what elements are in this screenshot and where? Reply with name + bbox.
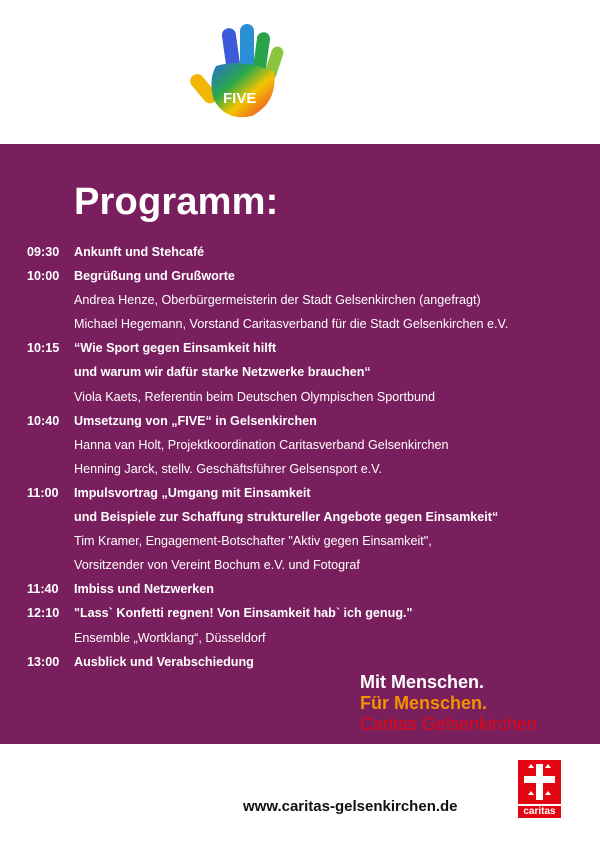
program-row [0,577,600,601]
program-row [0,481,600,505]
program-text: “Wie Sport gegen Einsamkeit hilft [74,341,277,356]
program-text: Imbiss und Netzwerken [74,582,214,597]
logo-text: FIVE [223,90,257,107]
program-text: Viola Kaets, Referentin beim Deutschen Olympischen Sportbund [74,389,435,404]
caritas-brand-text: caritas [523,806,556,817]
program-row [0,553,600,577]
program-text: "Lass` Konfetti regnen! Von Einsamkeit hab` ich genug." [74,606,413,621]
program-text: Tim Kramer, Engagement-Botschafter "Aktiv gegen Einsamkeit", [74,534,432,549]
program-text: Andrea Henze, Oberbürgermeisterin der Stadt Gelsenkirchen (angefragt) [74,293,481,308]
program-time: 13:00 [27,654,60,669]
program-row [0,264,600,288]
program-text: Henning Jarck, stellv. Geschäftsführer Gelsensport e.V. [74,461,382,476]
program-time: 09:30 [27,245,60,259]
slogan-line-3: Caritas Gelsenkirchen [360,714,538,734]
rainbow-hand-icon [186,18,298,130]
program-time: 11:00 [27,485,59,500]
program-time: 11:40 [27,582,59,597]
program-row [0,336,600,360]
caritas-logo [516,758,563,820]
program-row [0,385,600,409]
program-text: Umsetzung von „FIVE“ in Gelsenkirchen [74,413,317,428]
program-row [0,409,600,433]
program-row [0,240,600,264]
program-time: 12:10 [27,606,60,621]
program-row [0,626,600,650]
program-row [0,433,600,457]
program-row [0,505,600,529]
program-text: Impulsvortrag „Umgang mit Einsamkeit [74,485,311,500]
program-panel [0,144,600,744]
program-row [0,288,600,312]
slogan-line-2: Für Menschen. [360,693,488,713]
header [0,0,600,144]
program-text: und Beispiele zur Schaffung struktureller Angebote gegen Einsamkeit“ [74,510,499,525]
program-row [0,457,600,481]
program-row [0,360,600,384]
program-text: Ensemble „Wortklang“, Düsseldorf [74,630,266,645]
program-time: 10:00 [27,269,60,284]
page-title: Programm: [74,181,279,223]
program-text: Ausblick und Verabschiedung [74,654,254,669]
program-list [0,240,600,674]
website-link[interactable]: www.caritas-gelsenkirchen.de [243,798,458,815]
slogan-line-1: Mit Menschen. [360,672,485,692]
program-text: Ankunft und Stehcafé [74,245,205,259]
program-time: 10:40 [27,413,60,428]
program-text: Michael Hegemann, Vorstand Caritasverband für die Stadt Gelsenkirchen e.V. [74,317,509,332]
program-time: 10:15 [27,341,60,356]
program-row [0,312,600,336]
program-text: und warum wir dafür starke Netzwerke brauchen“ [74,365,371,380]
program-row [0,601,600,625]
program-text: Begrüßung und Grußworte [74,269,235,284]
program-row [0,529,600,553]
program-text: Hanna van Holt, Projektkoordination Caritasverband Gelsenkirchen [74,437,449,452]
program-row [0,650,600,674]
program-text: Vorsitzender von Vereint Bochum e.V. und Fotograf [74,558,360,573]
slogan [360,672,537,735]
